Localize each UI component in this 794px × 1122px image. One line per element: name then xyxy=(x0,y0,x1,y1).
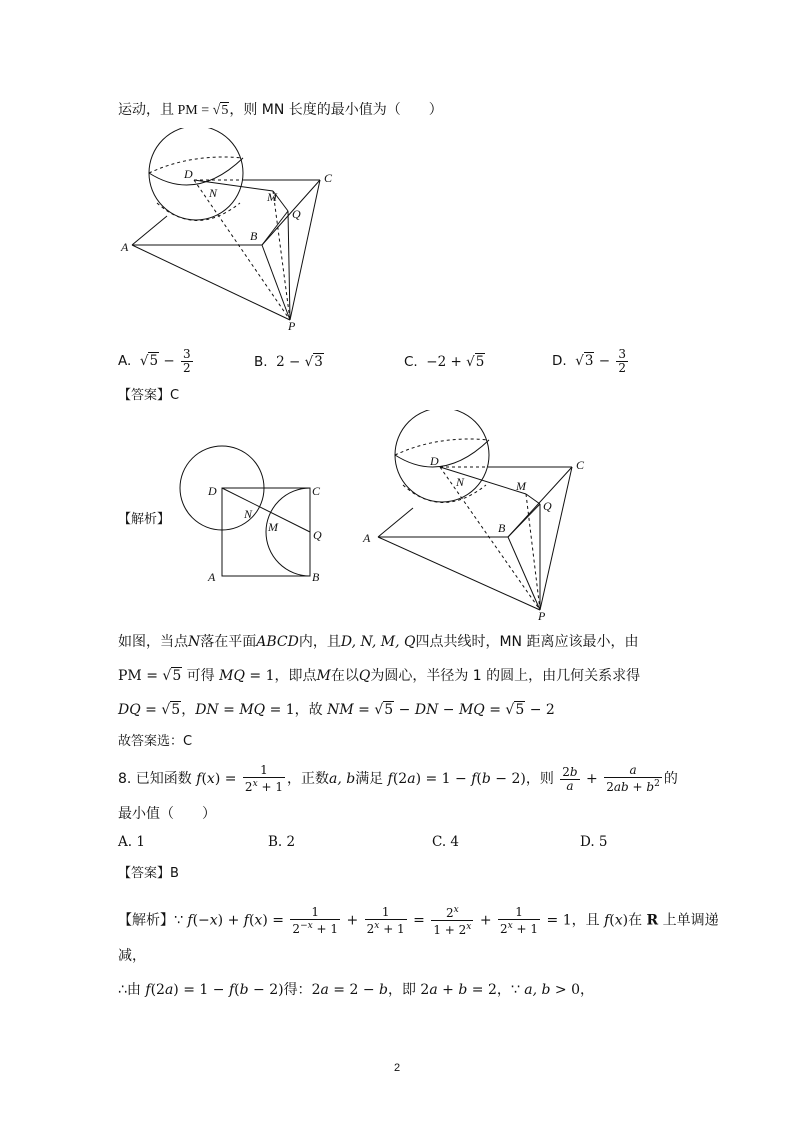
q8-analysis-line-3: ∴由 f(2a) = 1 − f(b − 2)得：2a = 2 − b，即 2a + b = 2，∵ a, b > 0， xyxy=(118,982,594,998)
q7-analysis-tag: 【解析】 xyxy=(118,512,171,527)
q8-stem-line-1: 8. 已知函数 f(x) = $\frac{1}{2^x + 1}$ ，正数a, b满足 f(2a) = 1 − f(b − 2)，则 $\frac{2b}{a}$ + $\frac{a}{2ab + b^2}$ 的 xyxy=(118,763,678,794)
label-B: B xyxy=(250,229,258,243)
edge-QB xyxy=(262,211,288,245)
q7-option-d: D. √3 − $\frac{3}{2}$ xyxy=(552,347,627,375)
edge-QP xyxy=(288,211,290,320)
label-C: C xyxy=(324,171,333,185)
q7-option-c: C. −2 + √5 xyxy=(404,354,485,370)
sq-label-M: M xyxy=(268,520,278,534)
q7-option-a: A. √5 − $\frac{3}{2}$ xyxy=(118,347,191,375)
label-P: P xyxy=(288,319,296,333)
sphere-outline xyxy=(149,128,243,220)
label-A: A xyxy=(121,240,129,254)
sq-label-B: B xyxy=(312,570,320,584)
label-M: M xyxy=(267,190,277,204)
q7-figure xyxy=(112,128,352,338)
q8-analysis-line-2: 减， xyxy=(118,948,146,964)
q8-analysis-line-1: 【解析】∵ f(−x) + f(x) = $\frac{1}{2^{-x} + 1}$ + $\frac{1}{2^x + 1}$ = $\frac{2^x}{1 + 2^x}$ + $\frac{1}{2^x + 1}$ = 1，且 f(x)在 R 上单调递 xyxy=(118,904,719,937)
q8-option-a: A. 1 xyxy=(118,834,145,850)
q7-answer: 【答案】C xyxy=(118,388,180,403)
edge-CP xyxy=(290,180,320,320)
sphere-equator-front xyxy=(149,158,243,185)
svg-text:M: M xyxy=(516,479,526,493)
sq-label-N: N xyxy=(244,507,253,521)
sq-label-Q: Q xyxy=(313,528,322,542)
q8-option-d: D. 5 xyxy=(580,834,608,850)
label-D: D xyxy=(184,167,193,181)
sphere-equator-back xyxy=(149,157,243,173)
q7-analysis-line-1: 如图，当点N落在平面ABCD内，且D, N, M, Q四点共线时，MN 距离应该最小，由 xyxy=(118,634,639,650)
q7-analysis-square-figure xyxy=(170,445,330,590)
svg-text:N: N xyxy=(456,475,465,489)
q8-option-c: C. 4 xyxy=(432,834,460,850)
q8-stem-line-2: 最小值（ ） xyxy=(118,806,216,822)
page-number: 2 xyxy=(393,1062,401,1074)
q8-option-b: B. 2 xyxy=(268,834,296,850)
svg-text:A: A xyxy=(363,531,371,545)
svg-text:Q: Q xyxy=(543,499,552,513)
q7-option-b: B. 2 − √3 xyxy=(254,354,323,370)
sq-label-A: A xyxy=(208,570,216,584)
q8-answer: 【答案】B xyxy=(118,866,179,881)
sq-label-D: D xyxy=(208,484,217,498)
edge-AD xyxy=(132,216,167,245)
svg-text:P: P xyxy=(538,609,546,620)
label-N: N xyxy=(209,186,218,200)
sq-label-C: C xyxy=(312,484,321,498)
svg-text:D: D xyxy=(430,454,439,468)
label-Q: Q xyxy=(292,207,301,221)
q7-analysis-3d-figure xyxy=(358,410,598,620)
segment-DM xyxy=(194,180,273,191)
q7-analysis-line-3: DQ = √5，DN = MQ = 1，故 NM = √5 − DN − MQ = √5 − 2 xyxy=(118,702,555,718)
svg-text:C: C xyxy=(576,458,585,472)
q7-analysis-line-2: PM = √5 可得 MQ = 1，即点M在以Q为圆心，半径为 1 的圆上，由几何关系求得 xyxy=(118,668,641,684)
q7-conclusion: 故答案选：C xyxy=(118,734,193,749)
q7-stem: 运动，且 PM = √5，则 MN 长度的最小值为（ ） xyxy=(118,102,443,118)
svg-text:B: B xyxy=(498,521,506,535)
